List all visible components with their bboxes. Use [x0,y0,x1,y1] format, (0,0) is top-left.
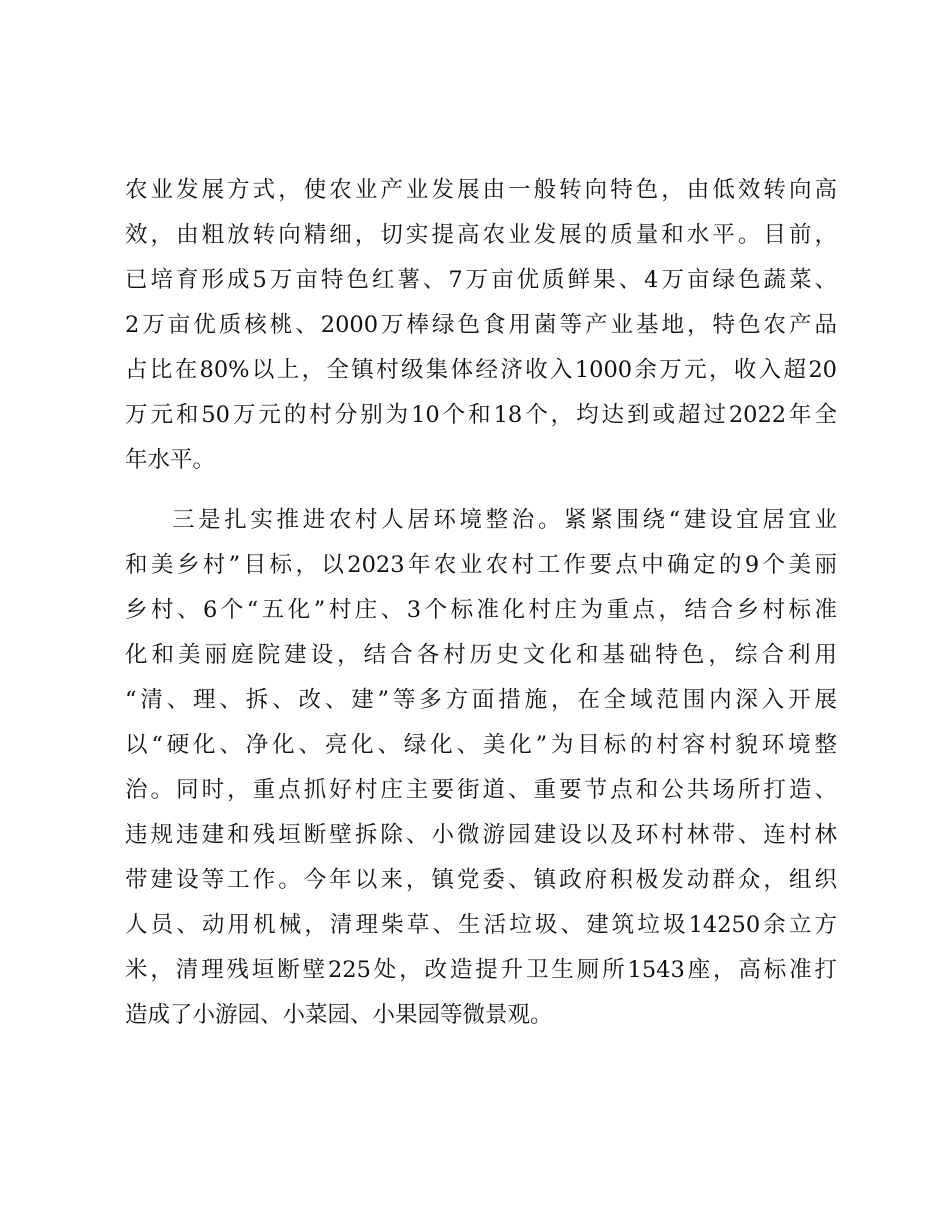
paragraph-line: 已培育形成5万亩特色红薯、7万亩优质鲜果、4万亩绿色蔬菜、 [125,267,837,293]
paragraph-line: 乡村、6个“五化”村庄、3个标准化村庄为重点，结合乡村标准 [125,597,837,623]
paragraph-line: 万元和50万元的村分别为10个和18个，均达到或超过2022年全 [125,402,837,428]
paragraph-line: 人员、动用机械，清理柴草、生活垃圾、建筑垃圾14250余立方 [125,912,837,938]
paragraph-line: “清、理、拆、改、建”等多方面措施，在全域范围内深入开展 [125,687,837,713]
paragraph-line: 违规违建和残垣断壁拆除、小微游园建设以及环村林带、连村林 [125,822,837,848]
paragraph-line: 治。同时，重点抓好村庄主要街道、重要节点和公共场所打造、 [125,777,837,803]
paragraph-line: 三是扎实推进农村人居环境整治。紧紧围绕“建设宜居宜业 [172,507,837,533]
paragraph-line: 造成了小游园、小菜园、小果园等微景观。 [125,1002,553,1028]
paragraph-line: 化和美丽庭院建设，结合各村历史文化和基础特色，综合利用 [125,642,837,668]
paragraph-line: 农业发展方式，使农业产业发展由一般转向特色，由低效转向高 [125,177,837,203]
paragraph-line: 以“硬化、净化、亮化、绿化、美化”为目标的村容村貌环境整 [125,732,837,758]
paragraph-line: 带建设等工作。今年以来，镇党委、镇政府积极发动群众，组织 [125,867,837,893]
paragraph-line: 2万亩优质核桃、2000万棒绿色食用菌等产业基地，特色农产品 [125,312,837,338]
paragraph-line: 占比在80%以上，全镇村级集体经济收入1000余万元，收入超20 [125,357,837,383]
paragraph-line: 效，由粗放转向精细，切实提高农业发展的质量和水平。目前， [125,222,837,248]
paragraph-line: 米，清理残垣断壁225处，改造提升卫生厕所1543座，高标准打 [125,957,837,983]
paragraph-line: 和美乡村”目标，以2023年农业农村工作要点中确定的9个美丽 [125,552,837,578]
paragraph-line: 年水平。 [125,447,216,473]
